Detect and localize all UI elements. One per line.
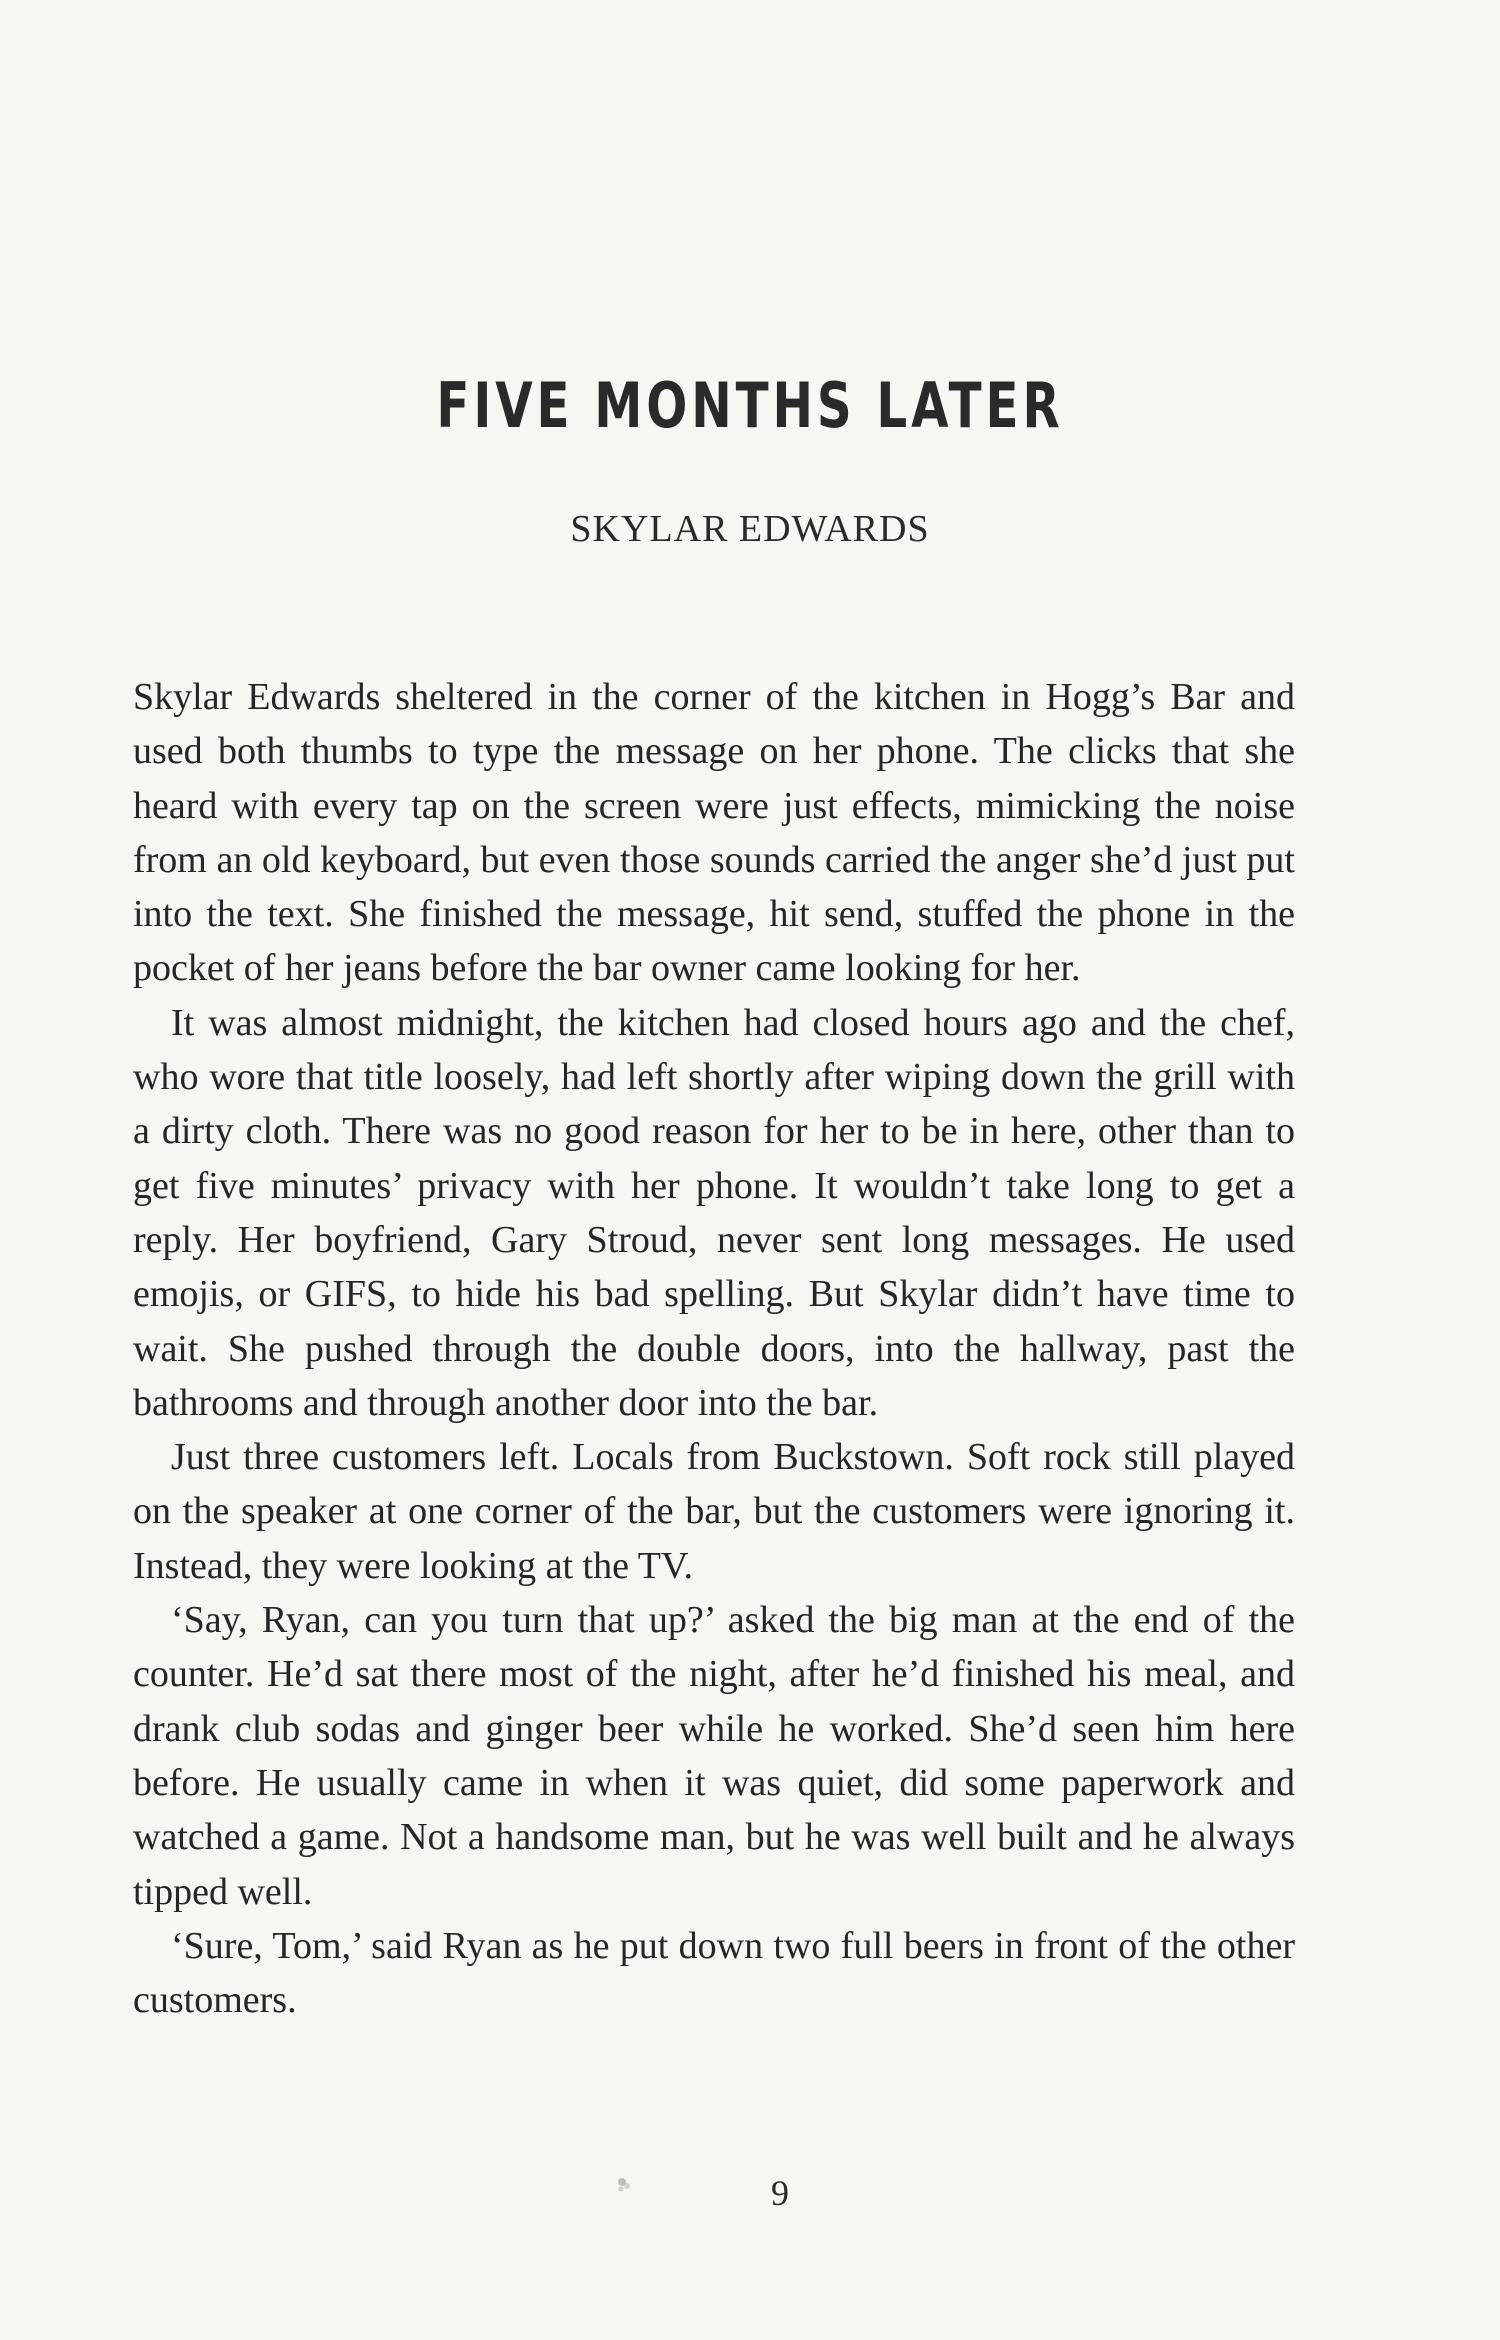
body-text — [133, 670, 1295, 2027]
paragraph: Skylar Edwards sheltered in the corner of the kitchen in Hogg’s Bar and used both thumbs to type the message on her phone. The clicks that she heard with every tap on the screen were just effects, mimicking the noise from an old keyboard, but even those sounds carried the anger she’d just put into the text. She finished the message, hit send, stuffed the phone in the pocket of her jeans before the bar owner came looking for her. — [133, 676, 1295, 990]
paragraph: ‘Say, Ryan, can you turn that up?’ asked the big man at the end of the counter. He’d sat there most of the night, after he’d finished his meal, and drank club sodas and ginger beer while he worked. She’d seen him here before. He usually came in when it was quiet, did some paperwork and watched a game. Not a handsome man, but he was well built and he always tipped well. — [133, 1599, 1295, 1913]
paragraph: It was almost midnight, the kitchen had closed hours ago and the chef, who wore that title loosely, had left shortly after wiping down the grill with a dirty cloth. There was no good reason for her to be in here, other than to get five minutes’ privacy with her phone. It wouldn’t take long to get a reply. Her boyfriend, Gary Stroud, never sent long messages. He used emojis, or GIFS, to hide his bad spelling. But Skylar didn’t have time to wait. She pushed through the double doors, into the hallway, past the bathrooms and through another door into the bar. — [133, 1001, 1295, 1424]
paragraph: ‘Sure, Tom,’ said Ryan as he put down two full beers in front of the other customers. — [133, 1924, 1295, 2022]
chapter-subtitle: SKYLAR EDWARDS — [570, 508, 930, 550]
page-number: 9 — [771, 2173, 789, 2213]
paragraph: Just three customers left. Locals from Buckstown. Soft rock still played on the speaker at one corner of the bar, but the customers were ignoring it. Instead, they were looking at the TV. — [133, 1436, 1295, 1587]
chapter-title: FIVE MONTHS LATER — [436, 369, 1064, 442]
